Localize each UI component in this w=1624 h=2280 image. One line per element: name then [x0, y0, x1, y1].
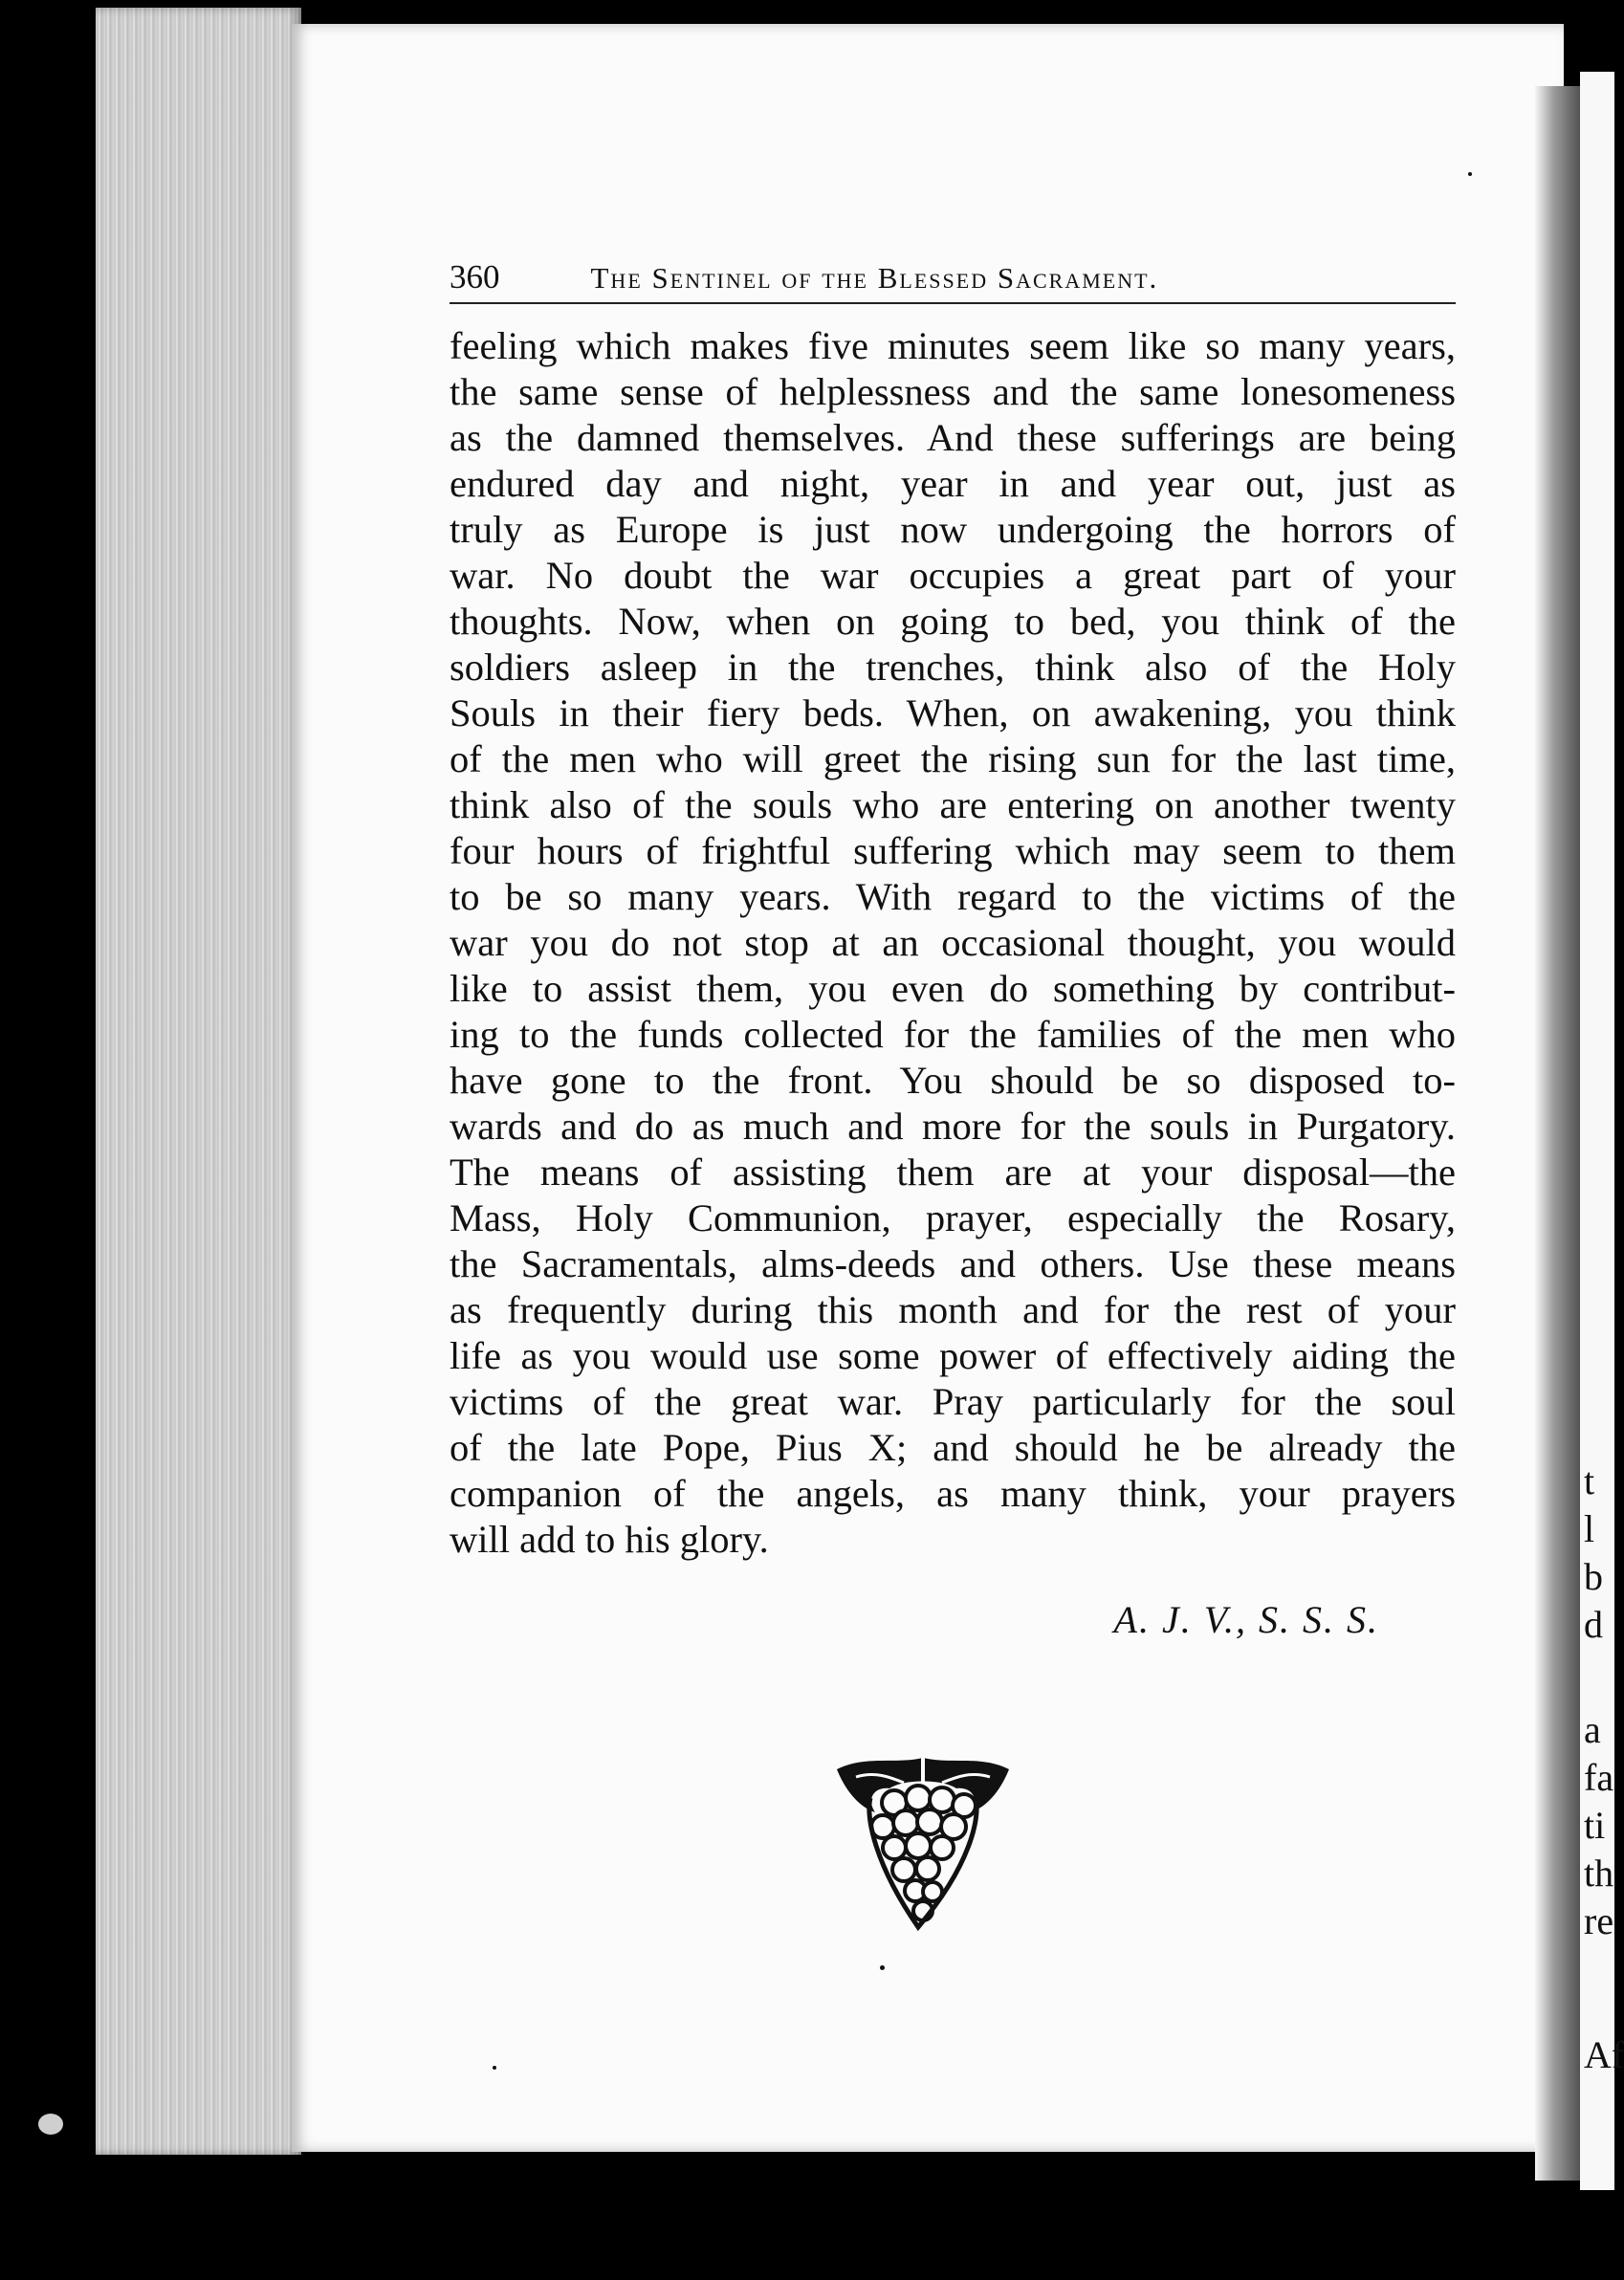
next-page-fragment: th — [1584, 1852, 1614, 1895]
page-content — [450, 258, 1456, 1642]
paper-speck — [1468, 172, 1472, 176]
text-line: war. No doubt the war occupies a great part of your — [450, 554, 1456, 597]
text-line: Souls in their fiery beds. When, on awakening, you think — [450, 691, 1456, 734]
text-line: think also of the souls who are entering on another twenty — [450, 783, 1456, 826]
text-line: life as you would use some power of effectively aiding the — [450, 1334, 1456, 1377]
next-page-fragment: a — [1584, 1708, 1601, 1751]
text-line: feeling which makes five minutes seem like so many years, — [450, 324, 1456, 367]
corner-mark — [38, 2114, 63, 2135]
next-page-fragment: ti — [1584, 1804, 1606, 1847]
running-title: The Sentinel of the Blessed Sacrament. — [590, 261, 1159, 295]
running-header — [450, 258, 1456, 304]
text-line: thoughts. Now, when on going to bed, you think of the — [450, 600, 1456, 643]
text-line: truly as Europe is just now undergoing the horrors of — [450, 508, 1456, 551]
text-line: to be so many years. With regard to the victims of the — [450, 875, 1456, 918]
text-line: war you do not stop at an occasional thought, you would — [450, 921, 1456, 964]
next-page-fragment: Af — [1584, 2033, 1624, 2076]
book-gutter — [1535, 86, 1583, 2181]
text-line: as the damned themselves. And these sufferings are being — [450, 416, 1456, 459]
author-signature: A. J. V., S. S. S. — [1113, 1598, 1379, 1641]
text-line: wards and do as much and more for the souls in Purgatory. — [450, 1105, 1456, 1148]
text-line: the same sense of helplessness and the same lonesomeness — [450, 370, 1456, 413]
text-line: victims of the great war. Pray particularly for the soul — [450, 1380, 1456, 1423]
next-page-fragment: re — [1584, 1899, 1614, 1942]
text-line: soldiers asleep in the trenches, think also of the Holy — [450, 646, 1456, 689]
text-line: four hours of frightful suffering which may seem to them — [450, 829, 1456, 872]
grape-cluster-icon — [827, 1750, 1019, 1932]
text-line: The means of assisting them are at your disposal—the — [450, 1151, 1456, 1194]
text-line: like to assist them, you even do something by contribut- — [450, 967, 1456, 1010]
page-edges — [96, 8, 301, 2155]
next-page-fragment: t — [1584, 1459, 1595, 1502]
text-line: have gone to the front. You should be so disposed to- — [450, 1059, 1456, 1102]
text-line: will add to his glory. — [450, 1518, 769, 1561]
next-page-edge — [1580, 72, 1624, 2190]
next-page-fragment: d — [1584, 1603, 1603, 1646]
paper-speck — [880, 1965, 885, 1970]
paper-speck — [493, 2066, 496, 2070]
text-line: as frequently during this month and for the rest of your — [450, 1288, 1456, 1331]
next-page-fragment: l — [1584, 1507, 1595, 1550]
text-line: the Sacramentals, alms-deeds and others. Use these means — [450, 1242, 1456, 1285]
text-line: ing to the funds collected for the families of the men who — [450, 1013, 1456, 1056]
next-page-fragment: b — [1584, 1555, 1603, 1598]
body-text — [450, 323, 1456, 1563]
next-page-fragment: fa — [1584, 1756, 1614, 1799]
text-line: companion of the angels, as many think, your prayers — [450, 1472, 1456, 1515]
text-line: endured day and night, year in and year out, just as — [450, 462, 1456, 505]
page-number: 360 — [450, 258, 500, 296]
text-line: of the late Pope, Pius X; and should he be already the — [450, 1426, 1456, 1469]
text-line: of the men who will greet the rising sun for the last time, — [450, 737, 1456, 780]
text-line: Mass, Holy Communion, prayer, especially the Rosary, — [450, 1196, 1456, 1239]
